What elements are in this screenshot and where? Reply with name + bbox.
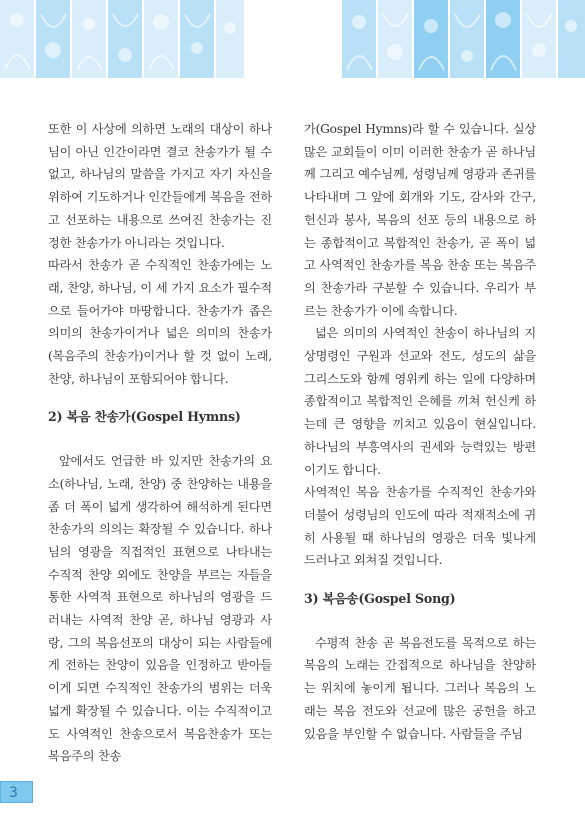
body-paragraph: 넓은 의미의 사역적인 찬송이 하나님의 지상명령인 구원과 선교와 전도, 성도의 삶을 그리스도와 함께 영위케 하는 일에 다양하며 종합적이고 복합적인 은혜를 끼쳐 헌신케 하는데 큰 영향을 끼치고 있음이 현실입니다. 하나님의 부흥역사의 권세와 능력있는 방편이기도 합니다.: [304, 326, 536, 477]
body-paragraph: 수평적 찬송 곧 복음전도를 목적으로 하는 복음의 노래는 간접적으로 하나님을 찬양하는 위치에 놓이게 됩니다. 그러나 복음의 노래는 복음 전도와 선교에 많은 공헌을 하고 있음을 부인할 수 없습니다. 사람들을 주님: [304, 635, 536, 741]
body-paragraph: 사역적인 복음 찬송가를 수직적인 찬송가와 더불어 성령님의 인도에 따라 적재적소에 귀히 사용될 때 하나님의 영광은 더욱 빛나게 드러나고 외쳐질 것입니다.: [304, 485, 536, 568]
right-column: [304, 118, 536, 745]
body-paragraph: 따라서 찬송가 곧 수직적인 찬송가에는 노래, 찬양, 하나님, 이 세 가지 요소가 필수적으로 들어가야 마땅합니다. 찬송가가 좁은 의미의 찬송가이거나 넓은 의미의 찬송가(복음주의 찬송가)이거나 할 것 없이 노래, 찬양, 하나님이 포함되어야 합니다.: [48, 258, 272, 386]
floral-pattern-overlay: [0, 0, 585, 78]
left-column: [48, 118, 272, 768]
body-paragraph: 또한 이 사상에 의하면 노래의 대상이 하나님이 아닌 인간이라면 결코 찬송가가 될 수 없고, 하나님의 말씀을 가지고 자기 자신을 위하여 기도하거나 인간들에게 복음을 전하고 선포하는 내용으로 쓰여진 찬송가는 진정한 찬송가가 아니라는 것입니다.: [48, 122, 272, 250]
section-heading: 3) 복음송(Gospel Song): [304, 591, 456, 607]
body-paragraph: 가(Gospel Hymns)라 할 수 있습니다. 실상 많은 교회들이 이미 이러한 찬송가 곧 하나님께 그리고 예수님께, 성령님께 영광과 존귀를 나타내며 그 앞에 회개와 기도, 감사와 간구, 헌신과 봉사, 복음의 선포 등의 내용으로 하는 종합적이고 복합적인 찬송가, 곧 폭이 넓고 사역적인 찬송가를 복음 찬송 또는 복음주의 찬송가라 구분할 수 있습니다. 우리가 부르는 찬송가가 이에 속합니다.: [304, 122, 536, 318]
decorative-header-banner: [0, 0, 585, 78]
section-heading: 2) 복음 찬송가(Gospel Hymns): [48, 409, 241, 425]
body-paragraph: 앞에서도 언급한 바 있지만 찬송가의 요소(하나님, 노래, 찬양) 중 찬양하는 내용을 좀 더 폭이 넓게 생각하여 해석하게 된다면 찬송가의 의의는 확장될 수 있습니다. 하나님의 영광을 직접적인 표현으로 나타내는 수직적 찬양 외에도 찬양을 부르는 자들을 통한 사역적 표현으로 하나님의 영광을 드러내는 사역적 찬양 곧, 하나님 영광과 사랑, 그의 복음선포의 대상이 되는 사람들에게 전하는 찬양이 있음을 인정하고 받아들이게 되면 수직적인 찬송가의 범위는 더욱 넓게 확장될 수 있습니다. 이는 수직적이고도 사역적인 찬송으로서 복음찬송가 또는 복음주의 찬송: [48, 454, 272, 764]
page-number: 3: [0, 781, 33, 803]
